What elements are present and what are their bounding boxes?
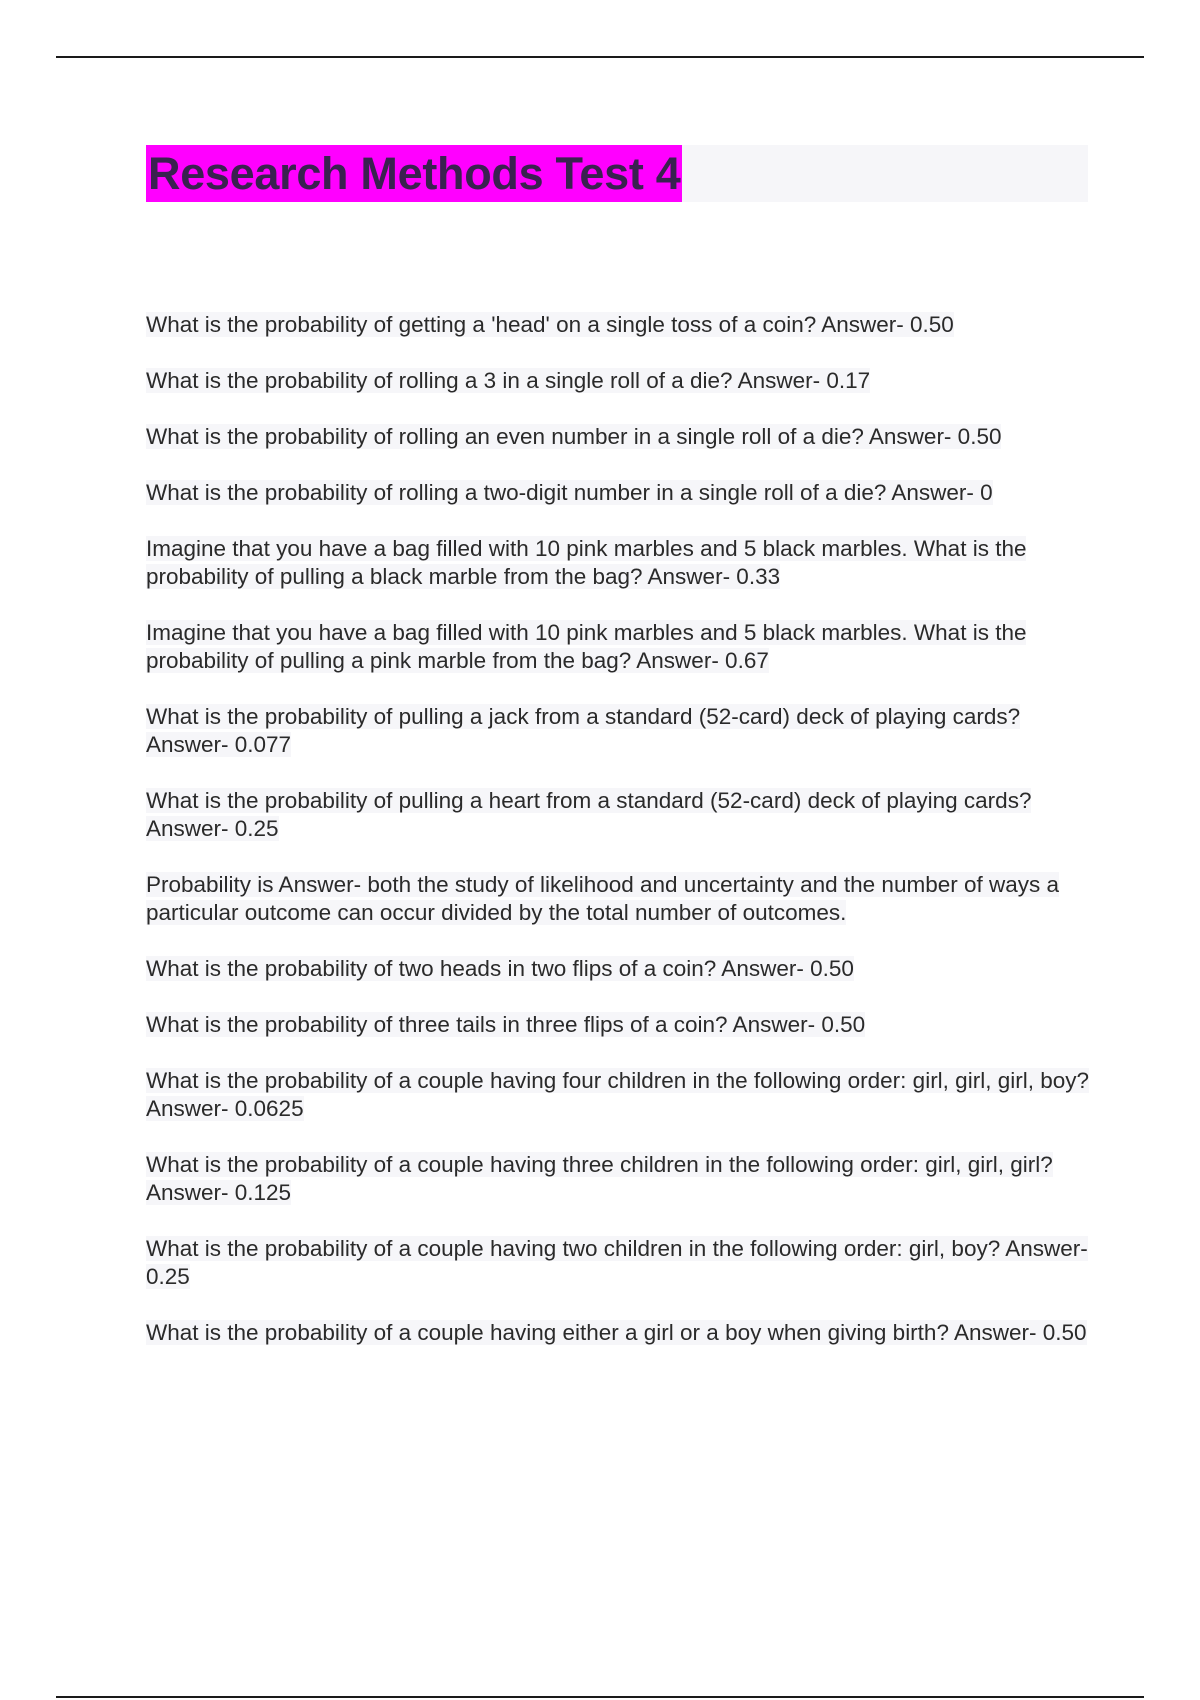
list-item [146, 423, 1096, 451]
list-item [146, 367, 1096, 395]
question-text: Imagine that you have a bag filled with 10 pink marbles and 5 black marbles. What is the probability of pulling a pink marble from the bag? Answer- 0.67 [146, 620, 1027, 673]
list-item [146, 535, 1096, 591]
question-text: Probability is Answer- both the study of likelihood and uncertainty and the number of ways a particular outcome can occur divided by the total number of outcomes. [146, 872, 1060, 925]
list-item [146, 1067, 1096, 1123]
question-text: What is the probability of a couple having two children in the following order: girl, boy? Answer- 0.25 [146, 1236, 1088, 1289]
question-text: What is the probability of three tails in three flips of a coin? Answer- 0.50 [146, 1012, 866, 1037]
question-text: What is the probability of rolling a two-digit number in a single roll of a die? Answer- 0 [146, 480, 993, 505]
list-item [146, 1235, 1096, 1291]
question-text: What is the probability of a couple having four children in the following order: girl, girl, girl, boy? Answer- 0.0625 [146, 1068, 1089, 1121]
question-text: What is the probability of rolling an even number in a single roll of a die? Answer- 0.50 [146, 424, 1002, 449]
question-text: Imagine that you have a bag filled with 10 pink marbles and 5 black marbles. What is the probability of pulling a black marble from the bag? Answer- 0.33 [146, 536, 1027, 589]
bottom-rule [56, 1696, 1144, 1698]
document-title: Research Methods Test 4 [146, 145, 682, 202]
list-item [146, 619, 1096, 675]
list-item [146, 955, 1096, 983]
title-band [146, 145, 1088, 202]
list-item [146, 1011, 1096, 1039]
question-text: What is the probability of two heads in two flips of a coin? Answer- 0.50 [146, 956, 854, 981]
list-item [146, 871, 1096, 927]
list-item [146, 787, 1096, 843]
list-item [146, 1151, 1096, 1207]
qa-list [146, 311, 1096, 1375]
question-text: What is the probability of pulling a jack from a standard (52-card) deck of playing cards? Answer- 0.077 [146, 704, 1021, 757]
top-rule [56, 56, 1144, 58]
question-text: What is the probability of rolling a 3 in a single roll of a die? Answer- 0.17 [146, 368, 871, 393]
list-item [146, 703, 1096, 759]
question-text: What is the probability of a couple having three children in the following order: girl, girl, girl? Answer- 0.125 [146, 1152, 1053, 1205]
list-item [146, 1319, 1096, 1347]
question-text: What is the probability of pulling a heart from a standard (52-card) deck of playing cards? Answer- 0.25 [146, 788, 1032, 841]
list-item [146, 311, 1096, 339]
question-text: What is the probability of a couple having either a girl or a boy when giving birth? Answer- 0.50 [146, 1320, 1087, 1345]
question-text: What is the probability of getting a 'head' on a single toss of a coin? Answer- 0.50 [146, 312, 954, 337]
list-item [146, 479, 1096, 507]
